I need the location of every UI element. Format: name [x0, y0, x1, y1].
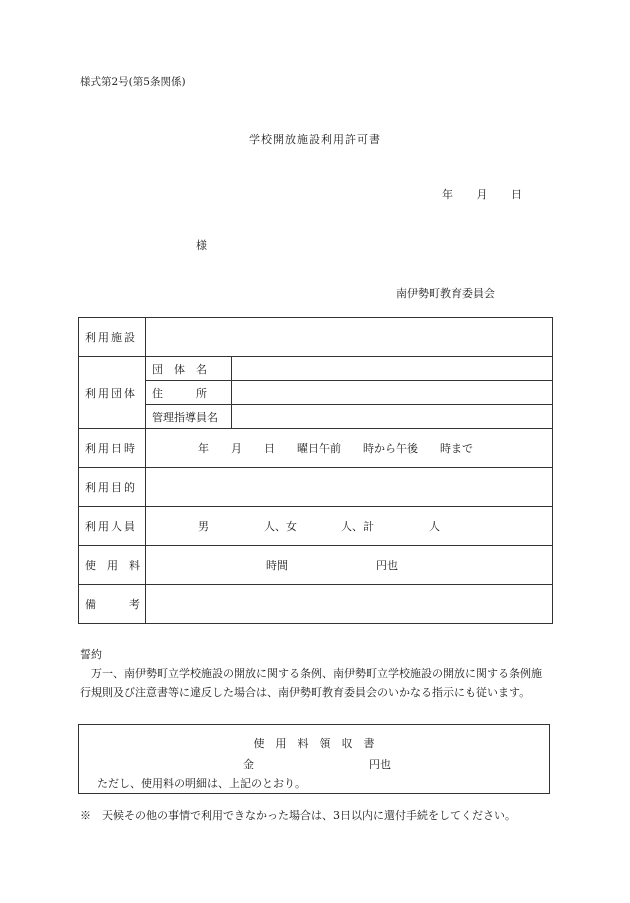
table-row-group-name: [79, 357, 553, 381]
permit-table: [78, 317, 553, 624]
table-row-fee: [79, 546, 553, 585]
receipt-title: 使 用 料 領 収 書: [253, 737, 375, 750]
issuer: 南伊勢町教育委員会: [396, 287, 495, 300]
people-label: 利用人員: [79, 507, 146, 546]
purpose-value: [146, 468, 553, 507]
receipt-amount-label: 金: [243, 758, 254, 771]
facility-value: [146, 318, 553, 357]
fee-value: 時間 円也: [146, 546, 553, 585]
datetime-value: 年 月 日 曜日午前 時から午後 時まで: [146, 429, 553, 468]
supervisor-value: [232, 405, 553, 429]
group-label: 利用団体: [79, 357, 146, 429]
table-row-address: [79, 381, 553, 405]
remarks-value: [146, 585, 553, 624]
address-label: 住 所: [146, 381, 232, 405]
group-name-value: [232, 357, 553, 381]
facility-label: 利用施設: [79, 318, 146, 357]
recipient-suffix: 様: [196, 239, 207, 252]
form-number: 様式第2号(第5条関係): [80, 76, 186, 88]
pledge-heading: 誓約: [80, 648, 102, 661]
document-title: 学校開放施設利用許可書: [249, 133, 381, 146]
table-row-datetime: [79, 429, 553, 468]
group-name-label: 団 体 名: [146, 357, 232, 381]
remarks-label: 備 考: [79, 585, 146, 624]
table-row-remarks: [79, 585, 553, 624]
receipt-note: ただし、使用料の明細は、上記のとおり。: [97, 777, 306, 790]
date-line: 年 月 日: [442, 188, 522, 201]
table-row-purpose: [79, 468, 553, 507]
table-row-facility: [79, 318, 553, 357]
people-value: 男 人、女 人、計 人: [146, 507, 553, 546]
receipt-amount-unit: 円也: [369, 758, 391, 771]
datetime-label: 利用日時: [79, 429, 146, 468]
footnote: ※ 天候その他の事情で利用できなかった場合は、3日以内に還付手続をしてください。: [80, 809, 516, 822]
pledge-body: 万一、南伊勢町立学校施設の開放に関する条例、南伊勢町立学校施設の開放に関する条例施行規則及び注意書等に違反した場合は、南伊勢町教育委員会のいかなる指示にも従います。: [80, 667, 542, 699]
receipt-box: [78, 724, 550, 794]
table-row-supervisor: [79, 405, 553, 429]
fee-label: 使 用 料: [79, 546, 146, 585]
purpose-label: 利用目的: [79, 468, 146, 507]
address-value: [232, 381, 553, 405]
table-row-people: [79, 507, 553, 546]
supervisor-label: 管理指導員名: [146, 405, 232, 429]
